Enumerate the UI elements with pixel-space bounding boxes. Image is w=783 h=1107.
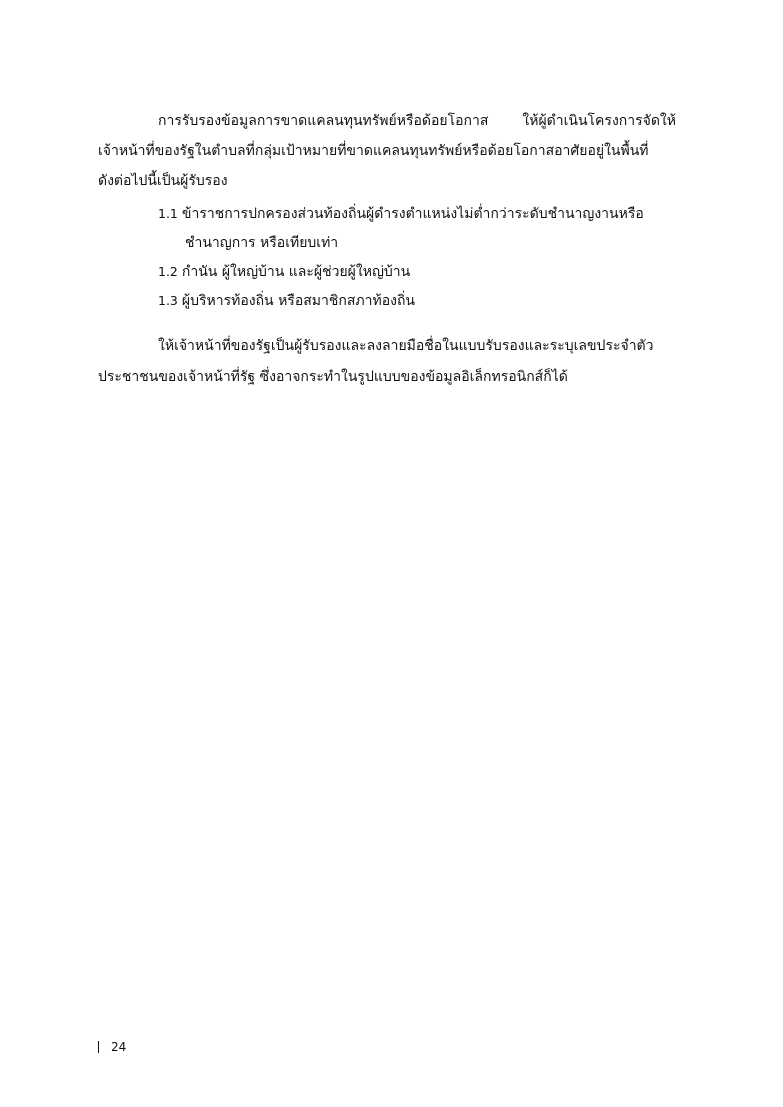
list-item-text: ข้าราชการปกครองส่วนท้องถิ่นผู้ดำรงตำแหน่งไม่ต่ำกว่าระดับชำนาญงานหรือ	[181, 206, 644, 222]
list-item	[158, 291, 415, 311]
list-item-number: 1.3	[158, 293, 178, 308]
list-item	[158, 262, 410, 282]
paragraph-1-line-1: การรับรองข้อมูลการขาดแคลนทุนทรัพย์หรือด้อยโอกาส ให้ผู้ดำเนินโครงการจัดให้	[158, 113, 676, 129]
paragraph-1-line-2: เจ้าหน้าที่ของรัฐในตำบลที่กลุ่มเป้าหมายที่ขาดแคลนทุนทรัพย์หรือด้อยโอกาสอาศัยอยู่ในพื้นที่	[98, 143, 649, 159]
list-item-number: 1.2	[158, 264, 178, 279]
list-item-number: 1.1	[158, 206, 178, 221]
paragraph-1-line-3: ดังต่อไปนี้เป็นผู้รับรอง	[98, 173, 228, 189]
paragraph-2-line-2: ประชาชนของเจ้าหน้าที่รัฐ ซึ่งอาจกระทำในรูปแบบของข้อมูลอิเล็กทรอนิกส์ก็ได้	[98, 369, 568, 385]
list-item-text: กำนัน ผู้ใหญ่บ้าน และผู้ช่วยผู้ใหญ่บ้าน	[181, 264, 411, 280]
footer-divider	[98, 1041, 99, 1053]
list-item-text: ผู้บริหารท้องถิ่น หรือสมาชิกสภาท้องถิ่น	[181, 293, 416, 309]
page-number: 24	[111, 1040, 127, 1054]
list-item	[158, 204, 644, 224]
paragraph-2-line-1: ให้เจ้าหน้าที่ของรัฐเป็นผู้รับรองและลงลายมือชื่อในแบบรับรองและระบุเลขประจำตัว	[158, 338, 654, 354]
page-footer	[98, 1039, 126, 1055]
list-item-continuation: ชำนาญการ หรือเทียบเท่า	[185, 235, 339, 251]
